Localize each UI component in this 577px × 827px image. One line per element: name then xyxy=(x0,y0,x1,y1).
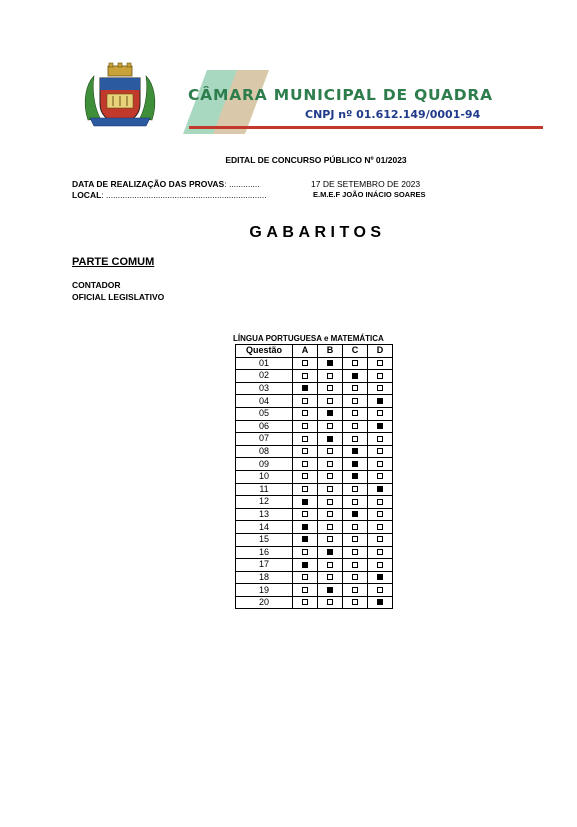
empty-square-icon xyxy=(327,574,333,580)
table-row xyxy=(236,584,393,597)
exam-date-row xyxy=(72,179,260,189)
table-row xyxy=(236,521,393,534)
question-number: 12 xyxy=(236,496,293,509)
option-cell-c xyxy=(343,483,368,496)
option-cell-a xyxy=(293,370,318,383)
option-cell-d xyxy=(368,559,393,572)
empty-square-icon xyxy=(352,499,358,505)
page-title: GABARITOS xyxy=(249,224,386,241)
question-number: 19 xyxy=(236,584,293,597)
filled-square-icon xyxy=(302,536,308,542)
option-cell-d xyxy=(368,395,393,408)
empty-square-icon xyxy=(302,473,308,479)
column-header: C xyxy=(343,345,368,358)
option-cell-a xyxy=(293,445,318,458)
table-row xyxy=(236,533,393,546)
table-row xyxy=(236,483,393,496)
option-cell-b xyxy=(318,458,343,471)
option-cell-c xyxy=(343,433,368,446)
exam-local-row xyxy=(72,190,267,200)
question-number: 08 xyxy=(236,445,293,458)
empty-square-icon xyxy=(352,536,358,542)
table-row xyxy=(236,546,393,559)
option-cell-d xyxy=(368,420,393,433)
empty-square-icon xyxy=(377,473,383,479)
question-number: 05 xyxy=(236,407,293,420)
filled-square-icon xyxy=(327,410,333,416)
table-row xyxy=(236,559,393,572)
empty-square-icon xyxy=(352,587,358,593)
question-number: 11 xyxy=(236,483,293,496)
option-cell-a xyxy=(293,496,318,509)
table-row xyxy=(236,357,393,370)
empty-square-icon xyxy=(352,423,358,429)
table-row xyxy=(236,458,393,471)
option-cell-c xyxy=(343,458,368,471)
empty-square-icon xyxy=(352,574,358,580)
filled-square-icon xyxy=(302,385,308,391)
empty-square-icon xyxy=(327,398,333,404)
filled-square-icon xyxy=(302,499,308,505)
filled-square-icon xyxy=(377,599,383,605)
option-cell-a xyxy=(293,458,318,471)
table-row xyxy=(236,407,393,420)
empty-square-icon xyxy=(327,562,333,568)
filled-square-icon xyxy=(352,461,358,467)
empty-square-icon xyxy=(377,549,383,555)
empty-square-icon xyxy=(352,410,358,416)
option-cell-a xyxy=(293,508,318,521)
exam-date-dots: : ............. xyxy=(224,179,260,189)
option-cell-a xyxy=(293,533,318,546)
empty-square-icon xyxy=(377,385,383,391)
empty-square-icon xyxy=(352,549,358,555)
option-cell-b xyxy=(318,521,343,534)
option-cell-a xyxy=(293,433,318,446)
table-row xyxy=(236,445,393,458)
option-cell-c xyxy=(343,546,368,559)
empty-square-icon xyxy=(327,511,333,517)
cargo-item: OFICIAL LEGISLATIVO xyxy=(72,292,165,302)
option-cell-c xyxy=(343,407,368,420)
filled-square-icon xyxy=(352,511,358,517)
edital-heading: EDITAL DE CONCURSO PÚBLICO Nº 01/2023 xyxy=(225,155,407,165)
empty-square-icon xyxy=(377,536,383,542)
option-cell-a xyxy=(293,584,318,597)
empty-square-icon xyxy=(302,599,308,605)
column-header: B xyxy=(318,345,343,358)
table-row xyxy=(236,496,393,509)
option-cell-c xyxy=(343,571,368,584)
empty-square-icon xyxy=(377,436,383,442)
filled-square-icon xyxy=(377,423,383,429)
option-cell-a xyxy=(293,407,318,420)
empty-square-icon xyxy=(352,524,358,530)
empty-square-icon xyxy=(327,599,333,605)
option-cell-b xyxy=(318,496,343,509)
empty-square-icon xyxy=(302,423,308,429)
option-cell-c xyxy=(343,559,368,572)
empty-square-icon xyxy=(352,562,358,568)
filled-square-icon xyxy=(352,473,358,479)
empty-square-icon xyxy=(302,398,308,404)
filled-square-icon xyxy=(302,524,308,530)
option-cell-b xyxy=(318,533,343,546)
table-row xyxy=(236,470,393,483)
option-cell-b xyxy=(318,407,343,420)
option-cell-d xyxy=(368,508,393,521)
column-header: Questão xyxy=(236,345,293,358)
option-cell-d xyxy=(368,470,393,483)
filled-square-icon xyxy=(327,436,333,442)
table-row xyxy=(236,508,393,521)
option-cell-a xyxy=(293,395,318,408)
option-cell-d xyxy=(368,433,393,446)
question-number: 03 xyxy=(236,382,293,395)
option-cell-d xyxy=(368,458,393,471)
option-cell-a xyxy=(293,357,318,370)
option-cell-b xyxy=(318,470,343,483)
table-header-row xyxy=(236,345,393,358)
filled-square-icon xyxy=(377,398,383,404)
question-number: 09 xyxy=(236,458,293,471)
option-cell-d xyxy=(368,496,393,509)
empty-square-icon xyxy=(377,360,383,366)
option-cell-b xyxy=(318,571,343,584)
option-cell-b xyxy=(318,445,343,458)
cargo-item: CONTADOR xyxy=(72,280,121,290)
empty-square-icon xyxy=(327,373,333,379)
option-cell-d xyxy=(368,445,393,458)
option-cell-c xyxy=(343,533,368,546)
option-cell-b xyxy=(318,596,343,609)
option-cell-d xyxy=(368,370,393,383)
empty-square-icon xyxy=(377,410,383,416)
empty-square-icon xyxy=(302,574,308,580)
option-cell-d xyxy=(368,596,393,609)
option-cell-b xyxy=(318,508,343,521)
empty-square-icon xyxy=(302,511,308,517)
question-number: 07 xyxy=(236,433,293,446)
option-cell-b xyxy=(318,370,343,383)
empty-square-icon xyxy=(327,385,333,391)
option-cell-b xyxy=(318,559,343,572)
question-number: 10 xyxy=(236,470,293,483)
empty-square-icon xyxy=(377,511,383,517)
empty-square-icon xyxy=(302,587,308,593)
option-cell-d xyxy=(368,546,393,559)
option-cell-a xyxy=(293,571,318,584)
question-number: 14 xyxy=(236,521,293,534)
empty-square-icon xyxy=(327,423,333,429)
exam-local-label: LOCAL xyxy=(72,190,102,200)
option-cell-c xyxy=(343,508,368,521)
empty-square-icon xyxy=(327,448,333,454)
question-number: 13 xyxy=(236,508,293,521)
option-cell-a xyxy=(293,483,318,496)
option-cell-c xyxy=(343,370,368,383)
column-header: D xyxy=(368,345,393,358)
org-name: CÂMARA MUNICIPAL DE QUADRA xyxy=(188,86,493,104)
empty-square-icon xyxy=(352,436,358,442)
empty-square-icon xyxy=(377,461,383,467)
question-number: 17 xyxy=(236,559,293,572)
empty-square-icon xyxy=(302,373,308,379)
option-cell-a xyxy=(293,420,318,433)
empty-square-icon xyxy=(327,536,333,542)
option-cell-d xyxy=(368,382,393,395)
empty-square-icon xyxy=(377,499,383,505)
filled-square-icon xyxy=(352,373,358,379)
option-cell-b xyxy=(318,420,343,433)
table-row xyxy=(236,433,393,446)
empty-square-icon xyxy=(327,524,333,530)
option-cell-c xyxy=(343,521,368,534)
question-number: 02 xyxy=(236,370,293,383)
empty-square-icon xyxy=(302,436,308,442)
empty-square-icon xyxy=(377,448,383,454)
empty-square-icon xyxy=(302,461,308,467)
empty-square-icon xyxy=(302,549,308,555)
option-cell-d xyxy=(368,571,393,584)
question-number: 06 xyxy=(236,420,293,433)
municipal-crest-icon xyxy=(80,62,160,132)
option-cell-a xyxy=(293,596,318,609)
empty-square-icon xyxy=(327,473,333,479)
option-cell-b xyxy=(318,382,343,395)
exam-date-value: 17 DE SETEMBRO DE 2023 xyxy=(311,179,421,189)
empty-square-icon xyxy=(377,373,383,379)
option-cell-b xyxy=(318,584,343,597)
empty-square-icon xyxy=(352,486,358,492)
table-row xyxy=(236,571,393,584)
option-cell-c xyxy=(343,596,368,609)
option-cell-d xyxy=(368,483,393,496)
empty-square-icon xyxy=(352,398,358,404)
option-cell-b xyxy=(318,395,343,408)
column-header: A xyxy=(293,345,318,358)
option-cell-c xyxy=(343,584,368,597)
question-number: 01 xyxy=(236,357,293,370)
filled-square-icon xyxy=(327,360,333,366)
option-cell-c xyxy=(343,445,368,458)
question-number: 16 xyxy=(236,546,293,559)
question-number: 04 xyxy=(236,395,293,408)
option-cell-d xyxy=(368,533,393,546)
table-row xyxy=(236,420,393,433)
table-row xyxy=(236,382,393,395)
option-cell-a xyxy=(293,546,318,559)
org-cnpj: CNPJ nº 01.612.149/0001-94 xyxy=(305,108,481,121)
question-number: 15 xyxy=(236,533,293,546)
option-cell-d xyxy=(368,521,393,534)
table-row xyxy=(236,596,393,609)
option-cell-c xyxy=(343,382,368,395)
empty-square-icon xyxy=(352,385,358,391)
option-cell-b xyxy=(318,433,343,446)
answer-key-table xyxy=(235,344,393,609)
filled-square-icon xyxy=(327,549,333,555)
option-cell-c xyxy=(343,395,368,408)
option-cell-c xyxy=(343,470,368,483)
empty-square-icon xyxy=(302,360,308,366)
option-cell-d xyxy=(368,584,393,597)
option-cell-d xyxy=(368,407,393,420)
empty-square-icon xyxy=(327,486,333,492)
filled-square-icon xyxy=(302,562,308,568)
exam-local-value: E.M.E.F JOÃO INÁCIO SOARES xyxy=(313,190,426,199)
question-number: 20 xyxy=(236,596,293,609)
exam-local-dots: : .................................................................... xyxy=(101,190,267,200)
option-cell-c xyxy=(343,420,368,433)
option-cell-c xyxy=(343,496,368,509)
empty-square-icon xyxy=(327,499,333,505)
filled-square-icon xyxy=(377,486,383,492)
empty-square-icon xyxy=(352,360,358,366)
filled-square-icon xyxy=(377,574,383,580)
option-cell-b xyxy=(318,546,343,559)
filled-square-icon xyxy=(352,448,358,454)
table-row xyxy=(236,370,393,383)
filled-square-icon xyxy=(327,587,333,593)
empty-square-icon xyxy=(352,599,358,605)
empty-square-icon xyxy=(377,524,383,530)
question-number: 18 xyxy=(236,571,293,584)
exam-date-label: DATA DE REALIZAÇÃO DAS PROVAS xyxy=(72,179,225,189)
section-heading: PARTE COMUM xyxy=(72,256,155,268)
empty-square-icon xyxy=(302,410,308,416)
empty-square-icon xyxy=(302,448,308,454)
table-row xyxy=(236,395,393,408)
option-cell-a xyxy=(293,382,318,395)
option-cell-a xyxy=(293,559,318,572)
table-title: LÍNGUA PORTUGUESA e MATEMÁTICA xyxy=(233,334,384,343)
option-cell-d xyxy=(368,357,393,370)
answer-table-body xyxy=(236,357,393,609)
option-cell-b xyxy=(318,483,343,496)
empty-square-icon xyxy=(377,562,383,568)
option-cell-b xyxy=(318,357,343,370)
option-cell-c xyxy=(343,357,368,370)
empty-square-icon xyxy=(302,486,308,492)
option-cell-a xyxy=(293,521,318,534)
letterhead xyxy=(0,0,577,145)
empty-square-icon xyxy=(377,587,383,593)
empty-square-icon xyxy=(327,461,333,467)
option-cell-a xyxy=(293,470,318,483)
